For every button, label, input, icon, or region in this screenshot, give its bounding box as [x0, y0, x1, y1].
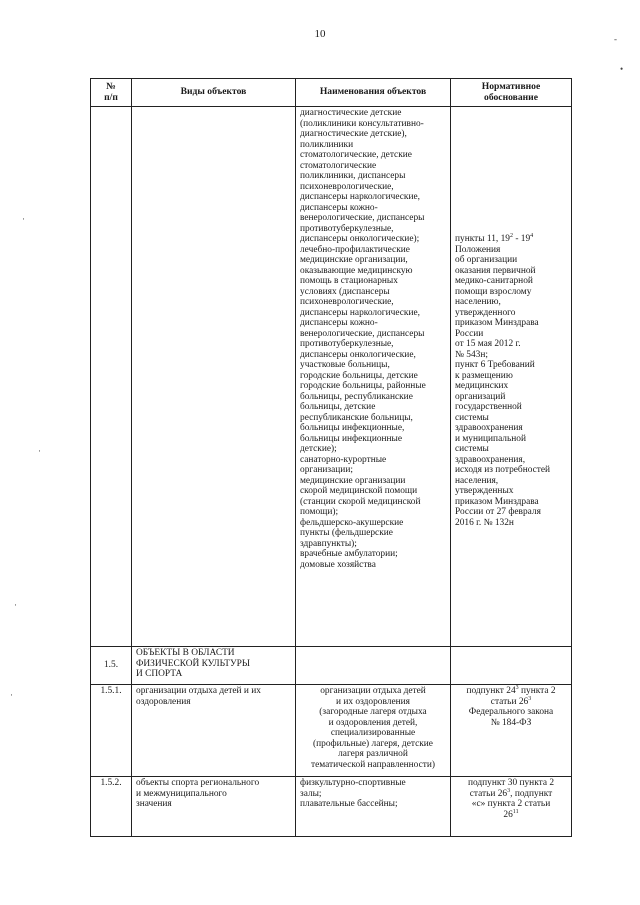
table-row-1-5-2: [91, 777, 572, 837]
object-name-line: поликлиники: [300, 139, 354, 150]
object-name-line: венерологические, диспансеры: [300, 213, 425, 223]
cell-normative-basis: [451, 685, 572, 777]
object-name-line: диспансеры онкологические);: [300, 234, 420, 244]
basis-line: «с» пункта 2 статьи: [471, 799, 551, 809]
object-name-line: залы;: [300, 788, 322, 799]
basis-line: системы: [455, 412, 489, 423]
basis-line: населения,: [455, 475, 499, 486]
table-row-1-5-1: [91, 685, 572, 777]
basis-line: России: [455, 328, 484, 339]
basis-line: Федерального закона: [468, 707, 554, 717]
cell-type: [132, 777, 296, 837]
basis-line: России от 27 февраля: [455, 507, 541, 517]
basis-line: подпункт $24^3$ пункта 2: [466, 684, 556, 696]
section-heading-line: ОБЪЕКТЫ В ОБЛАСТИ: [136, 648, 235, 658]
object-name-line: диспансеры наркологические,: [300, 192, 420, 202]
object-name-line: детские);: [300, 444, 337, 454]
type-line: и межмуниципального: [136, 788, 227, 799]
basis-line: приказом Минздрава: [455, 496, 539, 507]
object-name-line: лечебно-профилактические: [300, 244, 410, 255]
scan-mark: ·: [10, 690, 13, 700]
cell-num: 1.5.1.: [91, 685, 132, 777]
object-name-line: оказывающие медицинскую: [300, 265, 413, 276]
basis-line: медико-санитарной: [455, 276, 533, 286]
header-object-names: Наименования объектов: [296, 79, 451, 107]
basis-line: и муниципальной: [455, 433, 526, 444]
basis-line: системы: [455, 444, 489, 454]
object-name-line: венерологические, диспансеры: [300, 328, 425, 339]
basis-line: об организации: [455, 255, 518, 265]
basis-line: подпункт 30 пункта 2: [467, 778, 555, 788]
header-normative-basis: Нормативное обоснование: [451, 79, 572, 107]
object-name-line: организации;: [300, 465, 353, 475]
object-name-line: диагностические детские: [300, 108, 402, 118]
table-row-1-5: [91, 647, 572, 685]
cell-num: 1.5.2.: [91, 777, 132, 837]
object-name-line: (поликлиники консультативно-: [300, 118, 424, 129]
scan-mark: ·: [22, 214, 25, 224]
object-name-line: стоматологические, детские: [300, 150, 412, 160]
basis-line: приказом Минздрава: [455, 318, 539, 328]
scan-mark: ·: [38, 446, 41, 456]
object-name-line: городские больницы, детские: [300, 370, 418, 381]
object-name-line: больницы, детские: [300, 402, 376, 412]
object-name-line: помощь в стационарных: [300, 276, 398, 286]
basis-line: здравоохранения: [455, 423, 523, 433]
basis-line: от 15 мая 2012 г.: [455, 339, 521, 349]
object-name-line: противотуберкулезные,: [300, 339, 394, 349]
basis-line: № 184-ФЗ: [490, 717, 532, 728]
object-name-line: психоневрологические,: [300, 181, 394, 192]
basis-line: здравоохранения,: [455, 454, 526, 465]
object-name-line: домовые хозяйства: [300, 559, 376, 570]
object-name-line: медицинские организации,: [300, 255, 408, 265]
basis-line: № 543н;: [455, 349, 488, 360]
section-heading-line: ФИЗИЧЕСКОЙ КУЛЬТУРЫ: [136, 658, 251, 669]
basis-line: населению,: [455, 297, 501, 307]
object-name-line: помощи);: [300, 507, 339, 517]
basis-line: организаций: [455, 391, 506, 402]
type-line: объекты спорта регионального: [136, 778, 260, 788]
object-name-line: (профильные) лагеря, детские: [313, 738, 433, 749]
basis-line: к размещению: [455, 370, 513, 381]
object-name-line: (станции скорой медицинской: [300, 496, 421, 507]
basis-line: статьи $26^3$, подпункт: [469, 787, 553, 799]
basis-first-line: пункты 11, $19^2 - 19^4$: [455, 232, 534, 244]
object-name-line: специализированные: [330, 728, 416, 738]
type-line: оздоровления: [136, 696, 191, 707]
cell-normative-basis: [451, 777, 572, 837]
section-heading: [132, 647, 296, 685]
scan-mark: •: [620, 64, 624, 74]
cell-object-names: [296, 107, 451, 647]
object-name-line: больницы инфекционные: [300, 433, 403, 444]
basis-line: утвержденных: [455, 486, 514, 496]
cell-normative-basis: [451, 647, 572, 685]
object-name-line: и их оздоровления: [336, 696, 410, 707]
type-line: организации отдыха детей и их: [136, 686, 261, 696]
basis-line: 2016 г. № 132н: [455, 517, 514, 528]
table-row-continued: [91, 107, 572, 647]
basis-line: медицинских: [455, 381, 509, 391]
object-name-line: здравпункты);: [300, 538, 357, 549]
scan-mark: -: [614, 34, 617, 44]
object-name-line: участковые больницы,: [300, 360, 390, 370]
object-name-line: тематической направленности): [311, 759, 435, 770]
object-name-line: диспансеры кожно-: [300, 318, 378, 328]
object-name-line: скорой медицинской помощи: [300, 486, 418, 496]
cell-type: [132, 685, 296, 777]
object-name-line: больницы, республиканские: [300, 391, 413, 402]
cell-num: 1.5.: [91, 647, 132, 685]
basis-line: статьи $26^3$: [490, 695, 532, 707]
object-name-line: пункты (фельдшерские: [300, 528, 393, 538]
object-name-line: диспансеры онкологические,: [300, 349, 416, 360]
object-name-line: противотуберкулезные,: [300, 223, 394, 234]
section-heading-line: И СПОРТА: [136, 669, 183, 679]
basis-line: утвержденного: [455, 307, 516, 318]
table-header-row: [91, 79, 572, 107]
cell-object-names: [296, 777, 451, 837]
object-name-line: лагеря различной: [338, 749, 408, 759]
object-name-line: диагностические детские),: [300, 129, 407, 139]
basis-line: $26^{11}$: [503, 808, 519, 820]
scan-mark: ·: [14, 600, 17, 610]
object-name-line: республиканские больницы,: [300, 412, 413, 423]
object-name-line: (загородные лагеря отдыха: [319, 707, 427, 717]
object-name-line: поликлиники, диспансеры: [300, 171, 406, 181]
object-name-line: организации отдыха детей: [320, 686, 426, 696]
cell-type: [132, 107, 296, 647]
basis-line: помощи взрослому: [455, 286, 532, 297]
object-name-line: фельдшерско-акушерские: [300, 517, 404, 528]
cell-normative-basis: [451, 107, 572, 647]
basis-line: оказания первичной: [455, 265, 536, 276]
basis-line: Положения: [455, 244, 501, 255]
basis-line: государственной: [455, 402, 522, 412]
basis-line: исходя из потребностей: [455, 465, 551, 475]
cell-object-names: [296, 647, 451, 685]
page-number: 10: [314, 28, 326, 40]
object-name-line: и оздоровления детей,: [328, 717, 418, 728]
cell-num: [91, 107, 132, 647]
type-line: значения: [136, 799, 172, 809]
object-name-line: диспансеры наркологические,: [300, 307, 420, 318]
object-name-line: диспансеры кожно-: [300, 202, 378, 213]
object-name-line: медицинские организации: [300, 475, 406, 486]
object-name-line: физкультурно-спортивные: [300, 778, 406, 788]
object-name-line: условиях (диспансеры: [300, 286, 390, 297]
object-name-line: больницы инфекционные,: [300, 423, 405, 433]
object-name-line: врачебные амбулатории;: [300, 549, 398, 559]
object-name-line: городские больницы, районные: [300, 381, 426, 391]
basis-line: пункт 6 Требований: [455, 360, 535, 370]
header-num: № п/п: [91, 79, 132, 107]
header-object-types: Виды объектов: [132, 79, 296, 107]
objects-table: [90, 78, 572, 837]
object-name-line: психоневрологические,: [300, 297, 394, 307]
object-name-line: стоматологические: [300, 160, 377, 171]
object-name-line: санаторно-курортные: [300, 454, 387, 465]
object-name-line: плавательные бассейны;: [300, 799, 398, 809]
cell-object-names: [296, 685, 451, 777]
